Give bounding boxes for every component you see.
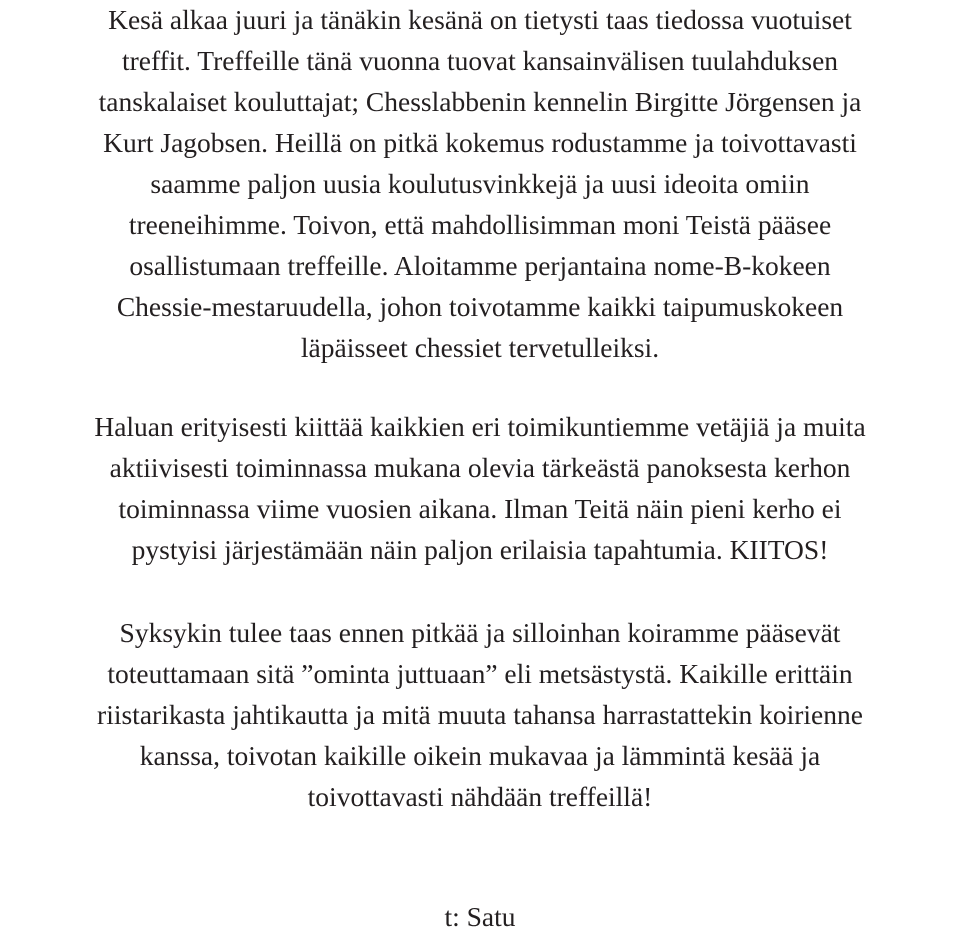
paragraph-autumn-wishes	[0, 612, 960, 817]
text-line: pystyisi järjestämään näin paljon erilaisia tapahtumia. KIITOS!	[131, 534, 829, 565]
text-line: Syksykin tulee taas ennen pitkää ja silloinhan koiramme pääsevät	[119, 617, 841, 648]
text-line: toivottavasti nähdään treffeillä!	[307, 781, 653, 812]
text-line: Haluan erityisesti kiittää kaikkien eri toimikuntiemme vetäjiä ja muita	[94, 411, 866, 442]
text-line: kanssa, toivotan kaikille oikein mukavaa ja lämmintä kesää ja	[139, 740, 821, 771]
text-line: Kesä alkaa juuri ja tänäkin kesänä on tietysti taas tiedossa vuotuiset	[108, 4, 852, 35]
text-line: aktiivisesti toiminnassa mukana olevia tärkeästä panoksesta kerhon	[109, 452, 851, 483]
text-line: tanskalaiset kouluttajat; Chesslabbenin kennelin Birgitte Jörgensen ja	[98, 86, 862, 117]
text-line: läpäisseet chessiet tervetulleiksi.	[300, 332, 660, 363]
text-line: toiminnassa viime vuosien aikana. Ilman Teitä näin pieni kerho ei	[118, 493, 842, 524]
text-line: saamme paljon uusia koulutusvinkkejä ja uusi ideoita omiin	[150, 168, 810, 199]
text-line: treffit. Treffeille tänä vuonna tuovat kansainvälisen tuulahduksen	[121, 45, 839, 76]
paragraph-thanks	[0, 406, 960, 570]
paragraph-summer-meetup	[0, 0, 960, 368]
text-line: treeneihimme. Toivon, että mahdollisimman moni Teistä pääsee	[128, 209, 832, 240]
signature: t: Satu	[444, 901, 516, 932]
text-line: Chessie-mestaruudella, johon toivotamme kaikki taipumuskokeen	[116, 291, 844, 322]
text-line: toteuttamaan sitä ”ominta juttuaan” eli metsästystä. Kaikille erittäin	[107, 658, 853, 689]
text-line: riistarikasta jahtikautta ja mitä muuta tahansa harrastattekin koirienne	[97, 699, 863, 730]
text-line: osallistumaan treffeille. Aloitamme perjantaina nome-B-kokeen	[129, 250, 831, 281]
text-line: Kurt Jagobsen. Heillä on pitkä kokemus rodustamme ja toivottavasti	[103, 127, 857, 158]
